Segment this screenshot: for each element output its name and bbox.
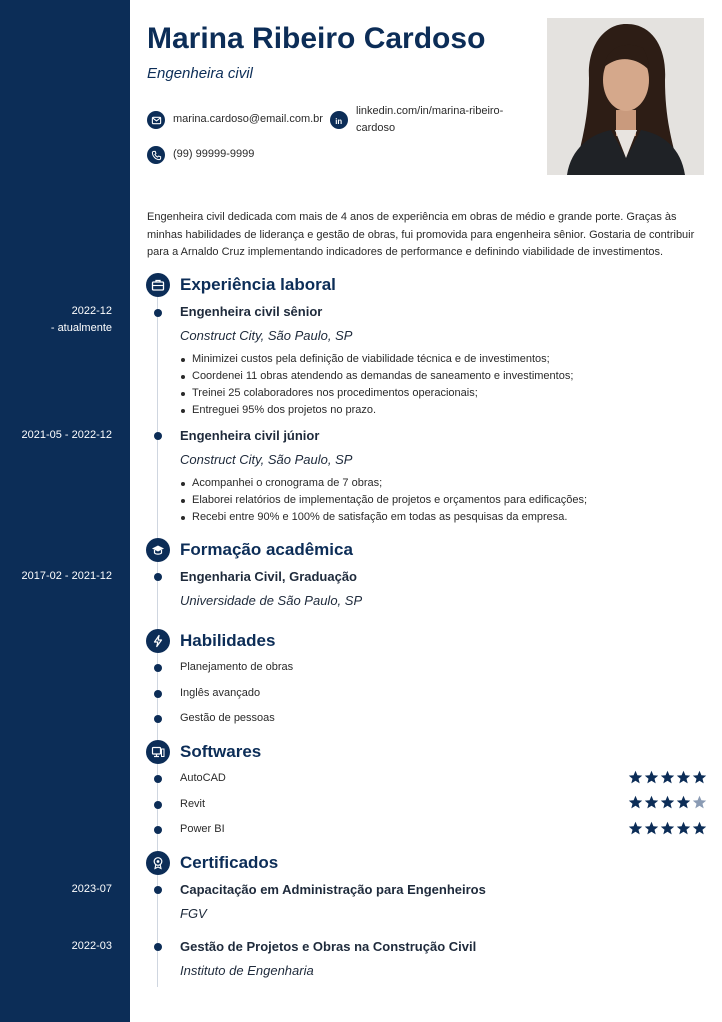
award-icon: [146, 851, 170, 875]
contact-linkedin[interactable]: [330, 103, 510, 137]
star-filled-icon: [660, 821, 675, 836]
certificate-issuer: Instituto de Engenharia: [180, 963, 314, 978]
skill-item: Gestão de pessoas: [180, 712, 275, 724]
job-title: Engenheira civil sênior: [180, 304, 323, 319]
star-filled-icon: [660, 770, 675, 785]
list-item: Acompanhei o cronograma de 7 obras;: [192, 475, 587, 492]
section-title: Certificados: [180, 853, 279, 872]
candidate-name: Marina Ribeiro Cardoso: [147, 22, 486, 55]
certificate-date: 2022-03: [71, 940, 112, 952]
profile-summary: Engenheira civil dedicada com mais de 4 anos de experiência em obras de médio e grande porte. Graças às minhas habilidades de liderança e gestão de obras, fui promovida para engenheira sênior. Gostaria de contribuir para a Arnaldo Cruz implementando indicadores de performance e definindo viabilidade de investimentos.: [147, 211, 695, 258]
contact-email[interactable]: [147, 111, 323, 129]
section-title: Habilidades: [180, 631, 276, 650]
linkedin-text: linkedin.com/in/marina-ribeiro- cardoso: [356, 105, 504, 134]
timeline-dot: [154, 309, 162, 317]
profile-photo: [547, 18, 704, 175]
timeline-dot: [154, 432, 162, 440]
education-school: Universidade de São Paulo, SP: [180, 593, 363, 608]
star-filled-icon: [660, 795, 675, 810]
star-filled-icon: [628, 795, 643, 810]
section-skills: [146, 629, 275, 653]
svg-text:in: in: [334, 116, 342, 126]
linkedin-icon: [330, 111, 348, 129]
timeline-dot: [154, 664, 162, 672]
job-bullets: [192, 351, 573, 419]
software-rating: [628, 821, 707, 836]
email-text: marina.cardoso@email.com.br: [173, 113, 323, 125]
candidate-role: Engenheira civil: [147, 65, 253, 82]
job-title: Engenheira civil júnior: [180, 428, 320, 443]
job-date: 2022-12 - atualmente: [50, 305, 112, 334]
timeline-dot: [154, 715, 162, 723]
list-item: Coordenei 11 obras atendendo as demandas de saneamento e investimentos;: [192, 368, 573, 385]
section-title: Softwares: [180, 742, 262, 761]
timeline-dot: [154, 801, 162, 809]
star-filled-icon: [676, 795, 691, 810]
contact-phone[interactable]: [147, 146, 254, 164]
graduation-cap-icon: [146, 538, 170, 562]
software-rating: [628, 770, 707, 785]
section-title: Formação acadêmica: [180, 540, 353, 559]
software-item: Power BI: [180, 823, 225, 835]
star-filled-icon: [676, 821, 691, 836]
section-education: [146, 538, 353, 562]
timeline-dot: [154, 943, 162, 951]
timeline-dot: [154, 826, 162, 834]
list-item: Elaborei relatórios de implementação de projetos e orçamentos para edificações;: [192, 492, 587, 509]
list-item: Recebi entre 90% e 100% de satisfação em todas as pesquisas da empresa.: [192, 509, 587, 526]
list-item: Treinei 25 colaboradores nos procedimentos operacionais;: [192, 385, 573, 402]
timeline-dot: [154, 886, 162, 894]
star-filled-icon: [628, 821, 643, 836]
certificate-name: Gestão de Projetos e Obras na Construção Civil: [180, 939, 477, 954]
skill-item: Planejamento de obras: [180, 661, 294, 673]
job-company: Construct City, São Paulo, SP: [180, 328, 353, 343]
star-filled-icon: [628, 770, 643, 785]
timeline-dot: [154, 775, 162, 783]
job-date: 2021-05 - 2022-12: [21, 429, 112, 441]
timeline-dot: [154, 573, 162, 581]
section-software: [146, 740, 261, 764]
lightning-icon: [146, 629, 170, 653]
certificate-name: Capacitação em Administração para Engenheiros: [180, 882, 486, 897]
star-filled-icon: [676, 770, 691, 785]
email-icon: [147, 111, 165, 129]
star-empty-icon: [692, 795, 707, 810]
computer-icon: [146, 740, 170, 764]
star-filled-icon: [644, 821, 659, 836]
phone-icon: [147, 146, 165, 164]
job-company: Construct City, São Paulo, SP: [180, 452, 353, 467]
list-item: Entreguei 95% dos projetos no prazo.: [192, 402, 573, 419]
education-degree: Engenharia Civil, Graduação: [180, 569, 357, 584]
skill-item: Inglês avançado: [180, 687, 261, 699]
list-item: Minimizei custos pela definição de viabilidade técnica e de investimentos;: [192, 351, 573, 368]
timeline-dot: [154, 690, 162, 698]
phone-text: (99) 99999-9999: [173, 148, 255, 160]
section-title: Experiência laboral: [180, 275, 336, 294]
software-item: AutoCAD: [180, 772, 226, 784]
section-experience: [146, 273, 336, 297]
job-bullets: [192, 475, 587, 526]
star-filled-icon: [692, 770, 707, 785]
software-item: Revit: [180, 798, 206, 810]
education-date: 2017-02 - 2021-12: [21, 570, 112, 582]
star-filled-icon: [644, 795, 659, 810]
section-certificates: [146, 851, 278, 875]
star-filled-icon: [644, 770, 659, 785]
left-sidebar: [0, 0, 130, 1022]
briefcase-icon: [146, 273, 170, 297]
software-rating: [628, 795, 707, 810]
certificate-issuer: FGV: [180, 906, 207, 921]
certificate-date: 2023-07: [71, 883, 112, 895]
star-filled-icon: [692, 821, 707, 836]
